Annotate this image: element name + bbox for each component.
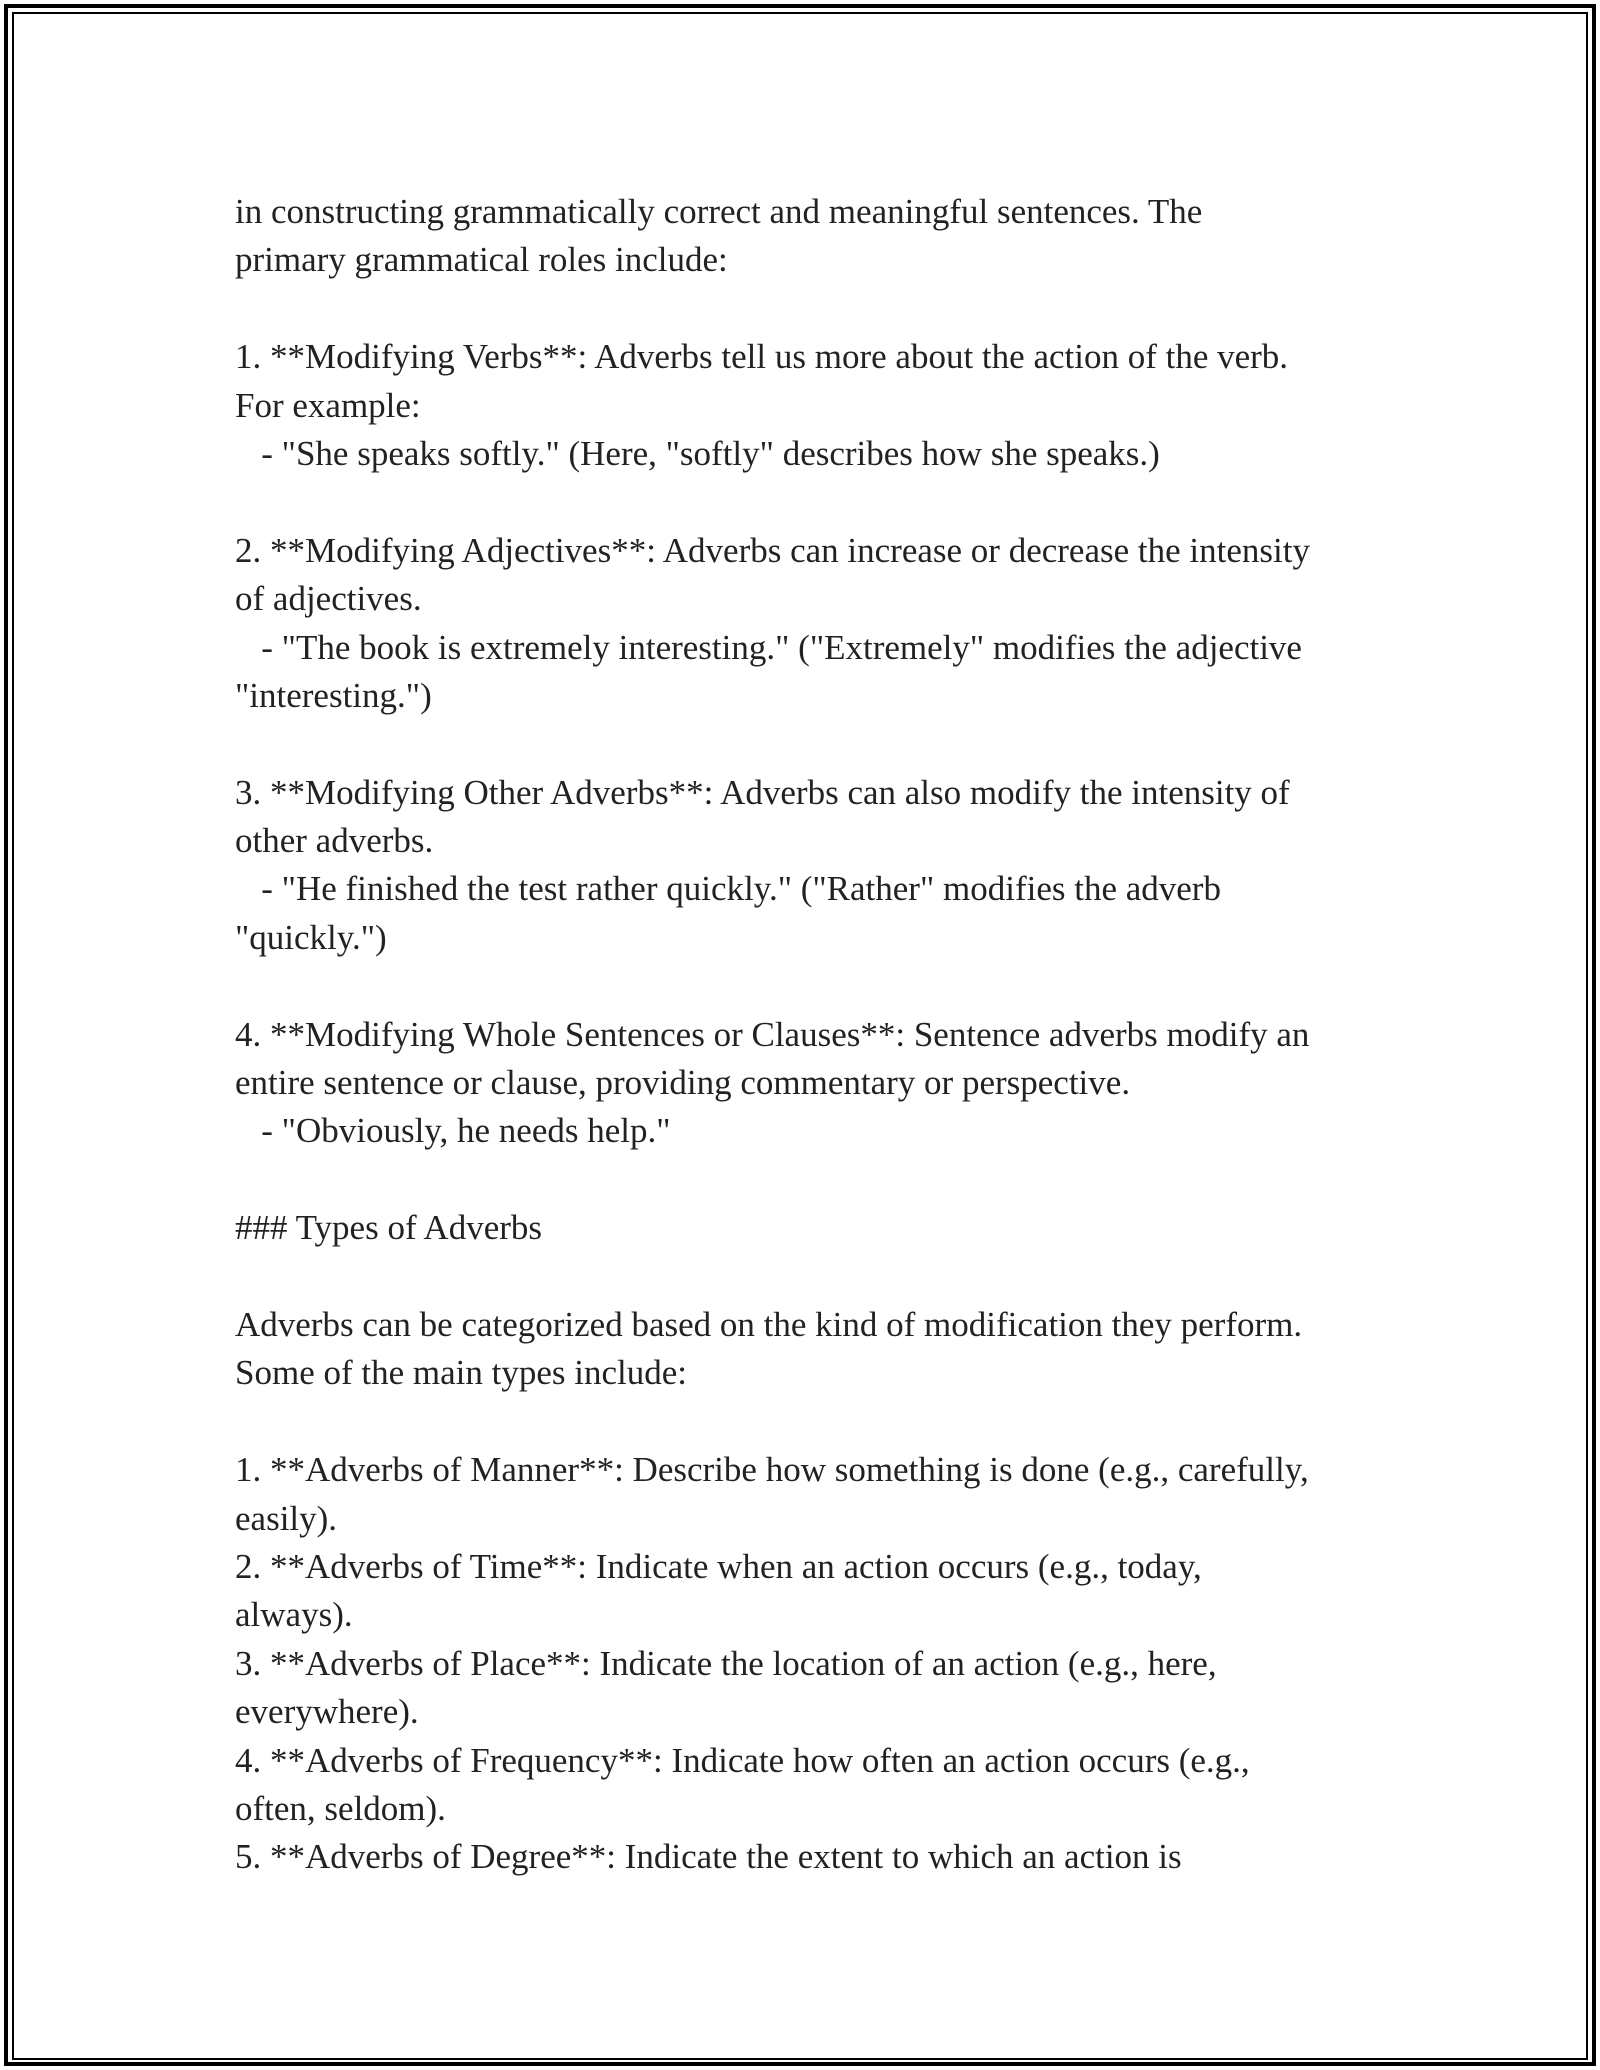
list-item-line: 4. **Adverbs of Frequency**: Indicate how often an action occurs (e.g., xyxy=(235,1740,1250,1780)
list-item-line: 1. **Adverbs of Manner**: Describe how something is done (e.g., carefully, xyxy=(235,1450,1309,1490)
blank-line xyxy=(235,285,1390,333)
example-line: - "The book is extremely interesting." ("Extremely" modifies the adjective xyxy=(235,627,1302,667)
text-line: easily). xyxy=(235,1498,338,1538)
list-item-line: 2. **Adverbs of Time**: Indicate when an action occurs (e.g., today, xyxy=(235,1546,1202,1586)
text-line: Some of the main types include: xyxy=(235,1353,687,1393)
example-line: - "Obviously, he needs help." xyxy=(235,1111,671,1151)
text-line: everywhere). xyxy=(235,1692,419,1732)
list-item-line: 5. **Adverbs of Degree**: Indicate the extent to which an action is xyxy=(235,1837,1182,1877)
text-line: For example: xyxy=(235,385,421,425)
blank-line xyxy=(235,1156,1390,1204)
blank-line xyxy=(235,962,1390,1010)
text-line: "interesting.") xyxy=(235,675,432,715)
list-item-line: 1. **Modifying Verbs**: Adverbs tell us more about the action of the verb. xyxy=(235,337,1289,377)
text-line: always). xyxy=(235,1595,353,1635)
text-line: other adverbs. xyxy=(235,821,434,861)
text-line: in constructing grammatically correct and meaningful sentences. The xyxy=(235,192,1203,231)
example-line: - "He finished the test rather quickly." ("Rather" modifies the adverb xyxy=(235,869,1221,909)
blank-line xyxy=(235,720,1390,768)
list-item-line: 4. **Modifying Whole Sentences or Clauses**: Sentence adverbs modify an xyxy=(235,1014,1310,1054)
blank-line xyxy=(235,1398,1390,1446)
document-body xyxy=(235,188,1390,1882)
text-line: of adjectives. xyxy=(235,579,422,619)
text-line: often, seldom). xyxy=(235,1788,446,1828)
example-line: - "She speaks softly." (Here, "softly" describes how she speaks.) xyxy=(235,433,1160,473)
text-line: entire sentence or clause, providing commentary or perspective. xyxy=(235,1063,1131,1103)
list-item-line: 3. **Adverbs of Place**: Indicate the location of an action (e.g., here, xyxy=(235,1643,1217,1683)
text-line: Adverbs can be categorized based on the kind of modification they perform. xyxy=(235,1304,1303,1344)
text-line: primary grammatical roles include: xyxy=(235,240,728,280)
list-item-line: 2. **Modifying Adjectives**: Adverbs can increase or decrease the intensity xyxy=(235,530,1310,570)
text-line: "quickly.") xyxy=(235,917,387,957)
list-item-line: 3. **Modifying Other Adverbs**: Adverbs can also modify the intensity of xyxy=(235,772,1290,812)
blank-line xyxy=(235,478,1390,526)
blank-line xyxy=(235,1253,1390,1301)
section-heading: ### Types of Adverbs xyxy=(235,1208,543,1248)
